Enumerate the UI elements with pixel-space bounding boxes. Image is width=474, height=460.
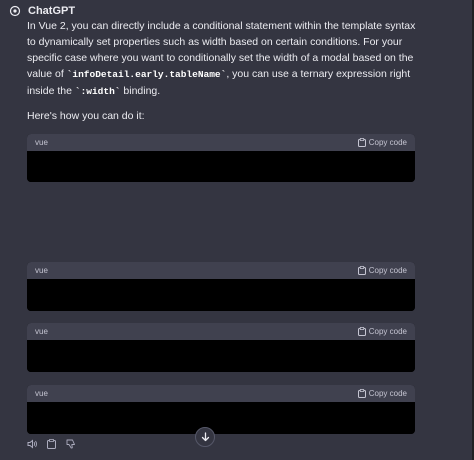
message-text-part: In Vue 2, you can directly include a conditional statement within the template syntax to dynamically set properties such as width based on certain conditions. For your specific case where you want to conditionally set the width of a modal based on the value of xyxy=(27,20,416,80)
code-body xyxy=(27,402,415,434)
author-name: ChatGPT xyxy=(28,5,76,17)
code-block-header xyxy=(27,323,415,340)
clipboard-icon[interactable] xyxy=(46,438,57,449)
clipboard-icon xyxy=(358,266,366,275)
code-block-header xyxy=(27,262,415,279)
code-block xyxy=(27,385,415,434)
code-language: vue xyxy=(35,389,48,398)
code-body xyxy=(27,151,415,182)
code-body xyxy=(27,279,415,311)
copy-code-button[interactable] xyxy=(358,138,407,147)
code-body xyxy=(27,340,415,372)
code-block-header xyxy=(27,134,415,151)
code-language: vue xyxy=(35,327,48,336)
code-block xyxy=(27,323,415,372)
thumbs-down-icon[interactable] xyxy=(65,438,76,449)
scroll-to-bottom-button[interactable] xyxy=(195,427,215,447)
copy-code-label: Copy code xyxy=(368,389,407,398)
copy-code-label: Copy code xyxy=(368,138,407,147)
speaker-icon[interactable] xyxy=(27,438,38,449)
message-header xyxy=(8,4,75,18)
copy-code-label: Copy code xyxy=(368,327,407,336)
copy-code-label: Copy code xyxy=(368,266,407,275)
code-block xyxy=(27,262,415,311)
code-language: vue xyxy=(35,138,48,147)
arrow-down-icon xyxy=(201,432,210,442)
message-text xyxy=(27,18,417,100)
inline-code: `:width` xyxy=(74,86,121,97)
code-block-header xyxy=(27,385,415,402)
lead-text: Here's how you can do it: xyxy=(27,110,145,122)
clipboard-icon xyxy=(358,389,366,398)
openai-logo-icon xyxy=(8,4,22,18)
inline-code: `infoDetail.early.tableName` xyxy=(66,69,227,80)
code-block xyxy=(27,134,415,182)
message-text-part: , you can use a ternary expression right inside the xyxy=(27,68,411,97)
clipboard-icon xyxy=(358,327,366,336)
clipboard-icon xyxy=(358,138,366,147)
code-language: vue xyxy=(35,266,48,275)
copy-code-button[interactable] xyxy=(358,389,407,398)
copy-code-button[interactable] xyxy=(358,327,407,336)
copy-code-button[interactable] xyxy=(358,266,407,275)
message-actions xyxy=(27,438,76,449)
message-text-part: binding. xyxy=(120,85,161,97)
